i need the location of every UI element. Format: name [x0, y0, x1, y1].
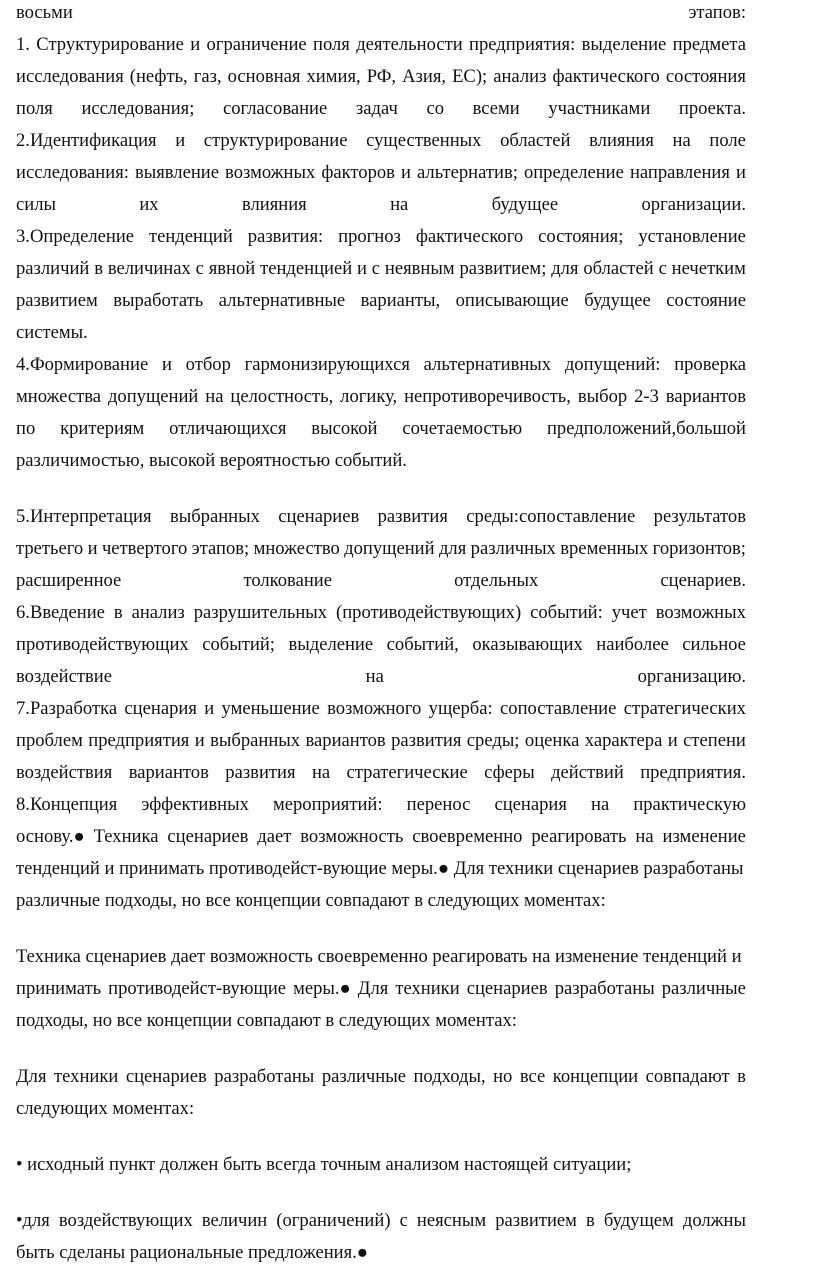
- word: различные: [321, 1066, 406, 1087]
- word: выделение: [581, 34, 667, 55]
- word: влияния: [241, 194, 307, 215]
- word: влияния: [589, 130, 654, 151]
- word: исследования: [16, 66, 124, 87]
- word: явной: [208, 258, 256, 279]
- word: и: [735, 162, 746, 183]
- word: горизонтов;: [652, 538, 746, 559]
- text-line: [16, 194, 746, 216]
- text-line: тенденций и принимать противодейст-вующие меры.● Для техники сценариев разработаны: [16, 858, 744, 879]
- word: тенденций: [148, 226, 233, 247]
- word: Азия,: [402, 66, 447, 87]
- word: 2.Идентификация: [16, 130, 157, 151]
- word: критериям: [60, 418, 145, 439]
- word: с: [195, 258, 204, 279]
- word: выбранных: [210, 730, 301, 751]
- word: непротиворечивость,: [404, 386, 571, 407]
- word: техники: [54, 1066, 119, 1087]
- word: и: [175, 130, 186, 151]
- word: сценария: [124, 698, 197, 719]
- word: проблем: [16, 730, 83, 751]
- word: выбранных: [169, 506, 260, 527]
- text-line: быть сделаны рациональные предложения.●: [16, 1242, 369, 1263]
- text-line: [16, 634, 746, 656]
- word: неясным: [416, 1210, 487, 1231]
- word: событий:: [530, 602, 603, 623]
- word: отличающихся: [169, 418, 287, 439]
- word: областей: [583, 258, 654, 279]
- word: вариантов: [665, 386, 746, 407]
- text-line: различные подходы, но все концепции совпадают в следующих моментах:: [16, 890, 606, 911]
- word: анализ: [131, 602, 185, 623]
- text-line: подходы, но все концепции совпадают в следующих моментах:: [16, 1010, 517, 1031]
- word: гармонизирующихся: [244, 354, 410, 375]
- word: концепции: [552, 1066, 639, 1087]
- word: и: [357, 258, 367, 279]
- word: величинах: [107, 258, 191, 279]
- word: третьего: [16, 538, 84, 559]
- word: варианты,: [360, 290, 441, 311]
- word: воздействия: [16, 762, 113, 783]
- word: различных: [470, 538, 556, 559]
- word: разрушительных: [193, 602, 328, 623]
- text-line: [16, 226, 746, 248]
- word: установление: [638, 226, 746, 247]
- word: стратегические: [346, 762, 468, 783]
- word: на: [311, 762, 331, 783]
- text-line: • исходный пункт должен быть всегда точным анализом настоящей ситуации;: [16, 1154, 632, 1175]
- word: сценариев.: [660, 570, 746, 591]
- word: состояния;: [538, 226, 624, 247]
- word: сочетаемостью: [402, 418, 523, 439]
- word: в: [586, 1210, 595, 1231]
- word: существенных: [366, 130, 482, 151]
- word: предприятия: [88, 730, 190, 751]
- text-line: [16, 2, 746, 24]
- word: действий: [551, 762, 624, 783]
- word: воздействующих: [58, 1210, 193, 1231]
- word: организации.: [641, 194, 746, 215]
- word: эффективных: [141, 794, 249, 815]
- word: 1.: [16, 34, 30, 55]
- word: будущем: [603, 1210, 674, 1231]
- word: восьми: [16, 2, 73, 23]
- word: 6.Введение: [16, 602, 105, 623]
- word: всеми: [472, 98, 520, 119]
- word: сценариев: [125, 1066, 207, 1087]
- word: допущений: [107, 386, 199, 407]
- text-line: [16, 602, 746, 624]
- word: и: [667, 730, 678, 751]
- word: вариантов: [128, 762, 209, 783]
- word: будущее: [584, 290, 651, 311]
- word: на: [205, 386, 224, 407]
- text-line: [16, 162, 746, 184]
- text-line: различимостью, высокой вероятностью событий.: [16, 450, 407, 471]
- word: но: [493, 1066, 513, 1087]
- text-line: [16, 290, 746, 312]
- word: участниками: [548, 98, 651, 119]
- word: Структурирование: [36, 34, 184, 55]
- word: реагировать: [531, 826, 627, 847]
- word: со: [426, 98, 444, 119]
- word: с: [399, 1210, 408, 1231]
- word: состояние: [666, 290, 746, 311]
- word: практическую: [633, 794, 746, 815]
- word: ЕС);: [452, 66, 488, 87]
- text-line: [16, 978, 746, 1000]
- word: на: [390, 194, 409, 215]
- text-line: [16, 730, 746, 752]
- word: логику,: [340, 386, 398, 407]
- text-line: [16, 826, 746, 848]
- word: 3.Определение: [16, 226, 135, 247]
- word: Для: [16, 1066, 47, 1087]
- word: отдельных: [454, 570, 539, 591]
- word: факторов: [321, 162, 395, 183]
- word: проекта.: [678, 98, 746, 119]
- word: альтернативные: [218, 290, 346, 311]
- word: структурирование: [203, 130, 348, 151]
- text-line: [16, 762, 746, 784]
- word: сценариев: [466, 978, 548, 999]
- word: поля: [16, 98, 53, 119]
- word: направления: [629, 162, 730, 183]
- word: различий: [16, 258, 90, 279]
- word: ущерба:: [428, 698, 493, 719]
- word: определение: [523, 162, 624, 183]
- word: высокой: [311, 418, 378, 439]
- word: величин: [201, 1210, 268, 1231]
- word: •для: [16, 1210, 50, 1231]
- word: развития: [391, 730, 462, 751]
- word: на: [591, 794, 610, 815]
- word: мероприятий:: [272, 794, 383, 815]
- word: и: [194, 730, 205, 751]
- word: их: [139, 194, 159, 215]
- word: Техника: [93, 826, 159, 847]
- text-line: [16, 34, 746, 56]
- text-line: [16, 354, 746, 376]
- word: сопоставление: [500, 698, 617, 719]
- word: допущений: [344, 538, 435, 559]
- word: фактического: [415, 226, 524, 247]
- word: (противодействующих): [336, 602, 522, 623]
- word: проверка: [674, 354, 746, 375]
- word: (ограничений): [276, 1210, 391, 1231]
- word: на: [635, 826, 654, 847]
- word: исследования:: [16, 162, 129, 183]
- word: выявление: [134, 162, 219, 183]
- word: перенос: [406, 794, 471, 815]
- word: принимать: [16, 978, 102, 999]
- word: РФ,: [366, 66, 397, 87]
- word: уменьшение: [221, 698, 320, 719]
- word: развитием;: [459, 258, 547, 279]
- text-line: [16, 570, 746, 592]
- word: по: [16, 418, 36, 439]
- word: выработать: [113, 290, 204, 311]
- text-line: [16, 66, 746, 88]
- word: сильное: [682, 634, 746, 655]
- word: описывающие: [455, 290, 569, 311]
- word: подходы,: [413, 1066, 486, 1087]
- word: задач: [355, 98, 398, 119]
- word: среды:сопоставление: [466, 506, 636, 527]
- word: множества: [16, 386, 102, 407]
- word: выделение: [288, 634, 374, 655]
- text-line: [16, 258, 746, 280]
- word: ограничение: [206, 34, 307, 55]
- word: на: [672, 130, 691, 151]
- word: деятельности: [356, 34, 463, 55]
- word: толкование: [243, 570, 332, 591]
- word: событий,: [386, 634, 459, 655]
- word: областей: [500, 130, 571, 151]
- word: тенденцией: [260, 258, 353, 279]
- word: событий;: [202, 634, 275, 655]
- word: воздействие: [16, 666, 112, 687]
- word: поля: [313, 34, 350, 55]
- word: степени: [683, 730, 746, 751]
- word: этапов:: [688, 2, 746, 23]
- word: должны: [682, 1210, 746, 1231]
- text-line: [16, 418, 746, 440]
- text-line: [16, 98, 746, 120]
- word: 4.Формирование: [16, 354, 149, 375]
- word: газ,: [193, 66, 222, 87]
- word: исследования;: [81, 98, 195, 119]
- word: характера: [584, 730, 663, 751]
- word: сценария: [494, 794, 567, 815]
- word: допущений:: [564, 354, 661, 375]
- word: возможность: [300, 826, 404, 847]
- word: четвертого: [101, 538, 188, 559]
- text-line: [16, 506, 746, 528]
- word: с: [658, 258, 667, 279]
- word: возможных: [655, 602, 746, 623]
- word: отбор: [185, 354, 231, 375]
- word: расширенное: [16, 570, 122, 591]
- word: и: [401, 162, 411, 183]
- word: в: [113, 602, 123, 623]
- word: фактического: [552, 66, 660, 87]
- text-line: Техника сценариев дает возможность своевременно реагировать на изменение тенденций и: [16, 946, 742, 967]
- word: развития: [225, 762, 296, 783]
- word: предприятия.: [640, 762, 746, 783]
- word: химия,: [306, 66, 361, 87]
- word: (нефть,: [129, 66, 188, 87]
- text-line: [16, 386, 746, 408]
- text-line: [16, 666, 746, 688]
- word: все: [519, 1066, 546, 1087]
- word: альтернативных: [423, 354, 552, 375]
- word: 7.Разработка: [16, 698, 118, 719]
- word: оценка: [524, 730, 580, 751]
- word: на: [365, 666, 384, 687]
- word: в: [737, 1066, 746, 1087]
- word: с: [371, 258, 381, 279]
- word: своевременно: [412, 826, 523, 847]
- word: развития: [377, 506, 448, 527]
- word: нечетким: [671, 258, 746, 279]
- word: предмета: [672, 34, 746, 55]
- text-line: следующих моментах:: [16, 1098, 195, 1119]
- word: развития:: [247, 226, 324, 247]
- word: возможного: [327, 698, 422, 719]
- word: различные: [661, 978, 746, 999]
- word: развитием: [16, 290, 98, 311]
- word: альтернатив;: [417, 162, 518, 183]
- word: результатов: [653, 506, 746, 527]
- word: противодействующих: [16, 634, 189, 655]
- word: 8.Концепция: [16, 794, 118, 815]
- word: состояния: [665, 66, 746, 87]
- word: среды;: [466, 730, 520, 751]
- word: выбор: [577, 386, 628, 407]
- word: и: [87, 538, 98, 559]
- word: 5.Интерпретация: [16, 506, 152, 527]
- word: для: [438, 538, 467, 559]
- word: разработаны: [214, 1066, 315, 1087]
- word: и: [204, 698, 215, 719]
- text-line: [16, 538, 746, 560]
- word: Для: [357, 978, 389, 999]
- word: сферы: [484, 762, 535, 783]
- word: сценариев: [167, 826, 249, 847]
- word: наиболее: [596, 634, 669, 655]
- word: в: [94, 258, 103, 279]
- word: прогноз: [338, 226, 401, 247]
- word: сценариев: [278, 506, 360, 527]
- word: для: [551, 258, 579, 279]
- word: техники: [395, 978, 460, 999]
- word: развитием: [495, 1210, 577, 1231]
- word: основу.●: [16, 826, 85, 847]
- word: противодейст-вующие: [108, 978, 287, 999]
- word: и: [161, 354, 172, 375]
- text-line: системы.: [16, 322, 88, 343]
- word: оказывающих: [472, 634, 583, 655]
- word: дает: [257, 826, 292, 847]
- word: стратегических: [623, 698, 746, 719]
- word: изменение: [662, 826, 746, 847]
- text-line: [16, 794, 746, 816]
- text-line: [16, 1066, 746, 1088]
- word: целостность,: [230, 386, 334, 407]
- word: основная: [227, 66, 301, 87]
- word: меры.●: [293, 978, 351, 999]
- word: поле: [709, 130, 746, 151]
- word: этапов;: [191, 538, 250, 559]
- word: совпадают: [645, 1066, 730, 1087]
- text-line: [16, 698, 746, 720]
- word: временных: [560, 538, 649, 559]
- word: неявным: [384, 258, 455, 279]
- word: вариантов: [305, 730, 386, 751]
- word: организацию.: [637, 666, 746, 687]
- text-line: [16, 130, 746, 152]
- word: предприятия:: [469, 34, 576, 55]
- word: разработаны: [554, 978, 655, 999]
- word: будущее: [491, 194, 559, 215]
- word: предположений,большой: [546, 418, 746, 439]
- word: согласование: [223, 98, 328, 119]
- word: возможных: [225, 162, 316, 183]
- word: 2-3: [634, 386, 659, 407]
- word: анализ: [493, 66, 547, 87]
- word: учет: [611, 602, 647, 623]
- word: множество: [253, 538, 340, 559]
- word: силы: [16, 194, 56, 215]
- text-line: [16, 1210, 746, 1232]
- word: и: [190, 34, 201, 55]
